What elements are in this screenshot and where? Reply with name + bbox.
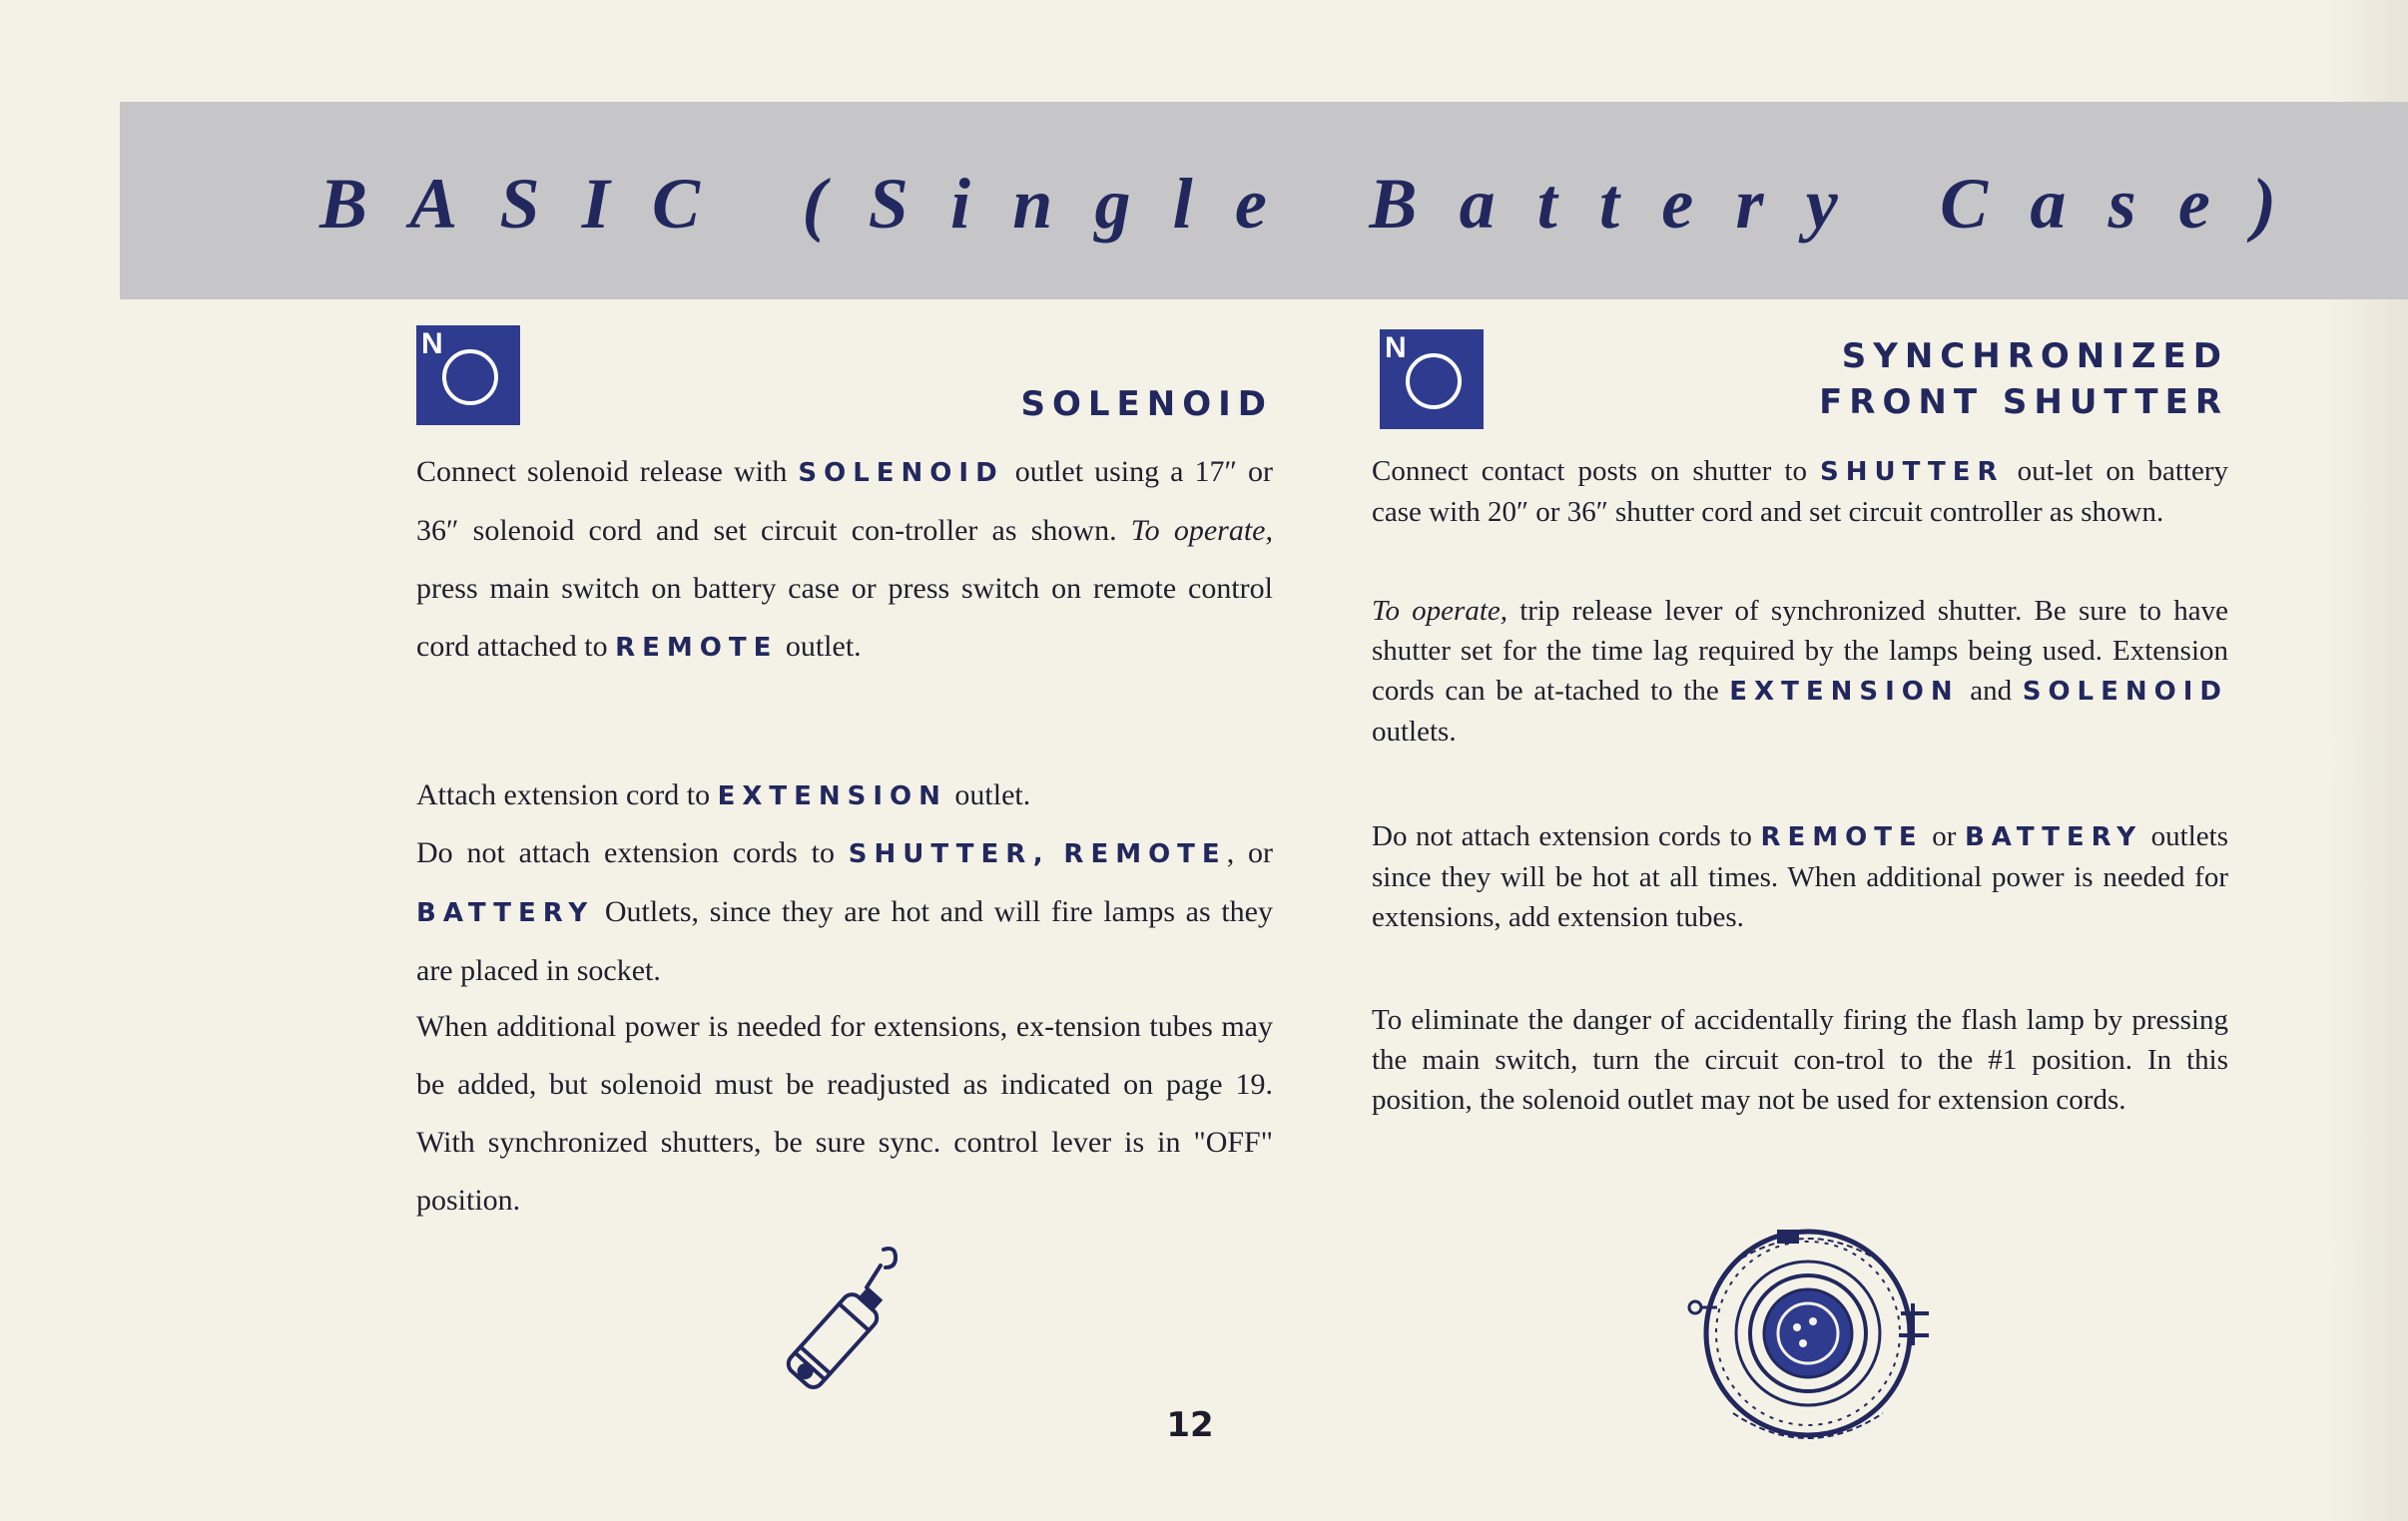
keyword-battery: BATTERY (1964, 822, 2143, 852)
text-span: or (1923, 820, 1965, 852)
text-span: outlets since they will be hot at all times. When additional power is needed for extensions, add extension tubes. (1372, 820, 2228, 933)
keyword-remote: REMOTE (1063, 839, 1227, 869)
logo-ring (1406, 353, 1462, 409)
logo-letter: N (421, 327, 443, 360)
keyword-shutter: SHUTTER, (848, 839, 1050, 869)
shutter-paragraph-2 (1372, 591, 2228, 752)
keyword-extension: EXTENSION (717, 781, 947, 811)
shutter-paragraph-4-text: To eliminate the danger of accidentally firing the flash lamp by pressing the main switch, turn the circuit con-trol to the #1 position. In this position, the solenoid outlet may not be used for extension cords. (1372, 1004, 2228, 1116)
solenoid-paragraph-4 (416, 998, 1273, 1230)
keyword-shutter: SHUTTER (1820, 457, 2005, 487)
text-span (1050, 836, 1064, 869)
text-span: Do not attach extension cords to (416, 836, 849, 869)
logo-ring (442, 349, 498, 405)
text-span: Do not attach extension cords to (1372, 820, 1761, 852)
keyword-extension: EXTENSION (1729, 677, 1960, 707)
title-banner (120, 102, 2408, 299)
text-span: out-let on battery case with 20″ or 36″ shutter cord and set circuit controller as shown. (1372, 455, 2228, 528)
banner-title-wrapper (120, 102, 2408, 299)
banner-title: BASIC (Single Battery Case) (319, 164, 2276, 244)
page-number: 12 (1166, 1405, 1214, 1445)
solenoid-paragraph-4-text: When additional power is needed for extensions, ex-tension tubes may be added, but solenoid must be readjusted as indicated on page 19. With synchronized shutters, be sure sync. control lever is in "OFF" position. (416, 1010, 1273, 1217)
logo-letter: N (1385, 331, 1407, 364)
shutter-heading-line-2: FRONT SHUTTER (1819, 382, 2228, 422)
emphasis-to-operate: To operate, (1372, 595, 1508, 627)
shutter-paragraph-3 (1372, 816, 2228, 937)
solenoid-paragraph-1 (416, 443, 1273, 677)
keyword-remote: REMOTE (1760, 822, 1924, 852)
n-logo-icon (1380, 329, 1484, 429)
solenoid-paragraph-2 (416, 766, 1273, 825)
keyword-battery: BATTERY (416, 898, 595, 928)
solenoid-heading: SOLENOID (1020, 384, 1273, 424)
text-span: Attach extension cord to (416, 778, 718, 811)
text-span: outlets. (1372, 716, 1457, 748)
text-span: press main switch on battery case or press switch on remote control cord attached to (416, 572, 1273, 663)
text-span: Outlets, since they are hot and will fire lamps as they are placed in socket. (416, 895, 1273, 987)
text-span: outlet using a 17″ or 36″ solenoid cord and set circuit con-troller as shown. (416, 455, 1273, 547)
banner-title-svg (120, 102, 2408, 299)
solenoid-paragraph-3 (416, 824, 1273, 1000)
keyword-solenoid: SOLENOID (2022, 677, 2228, 707)
text-span: and (1959, 675, 2023, 707)
keyword-remote: REMOTE (615, 633, 779, 663)
text-span: , or (1226, 836, 1273, 869)
solenoid-release-icon (749, 1236, 918, 1405)
text-span: outlet. (778, 630, 862, 663)
keyword-solenoid: SOLENOID (798, 458, 1004, 488)
shutter-paragraph-1 (1372, 451, 2228, 532)
shutter-paragraph-4 (1372, 1000, 2228, 1120)
shutter-heading-line-1: SYNCHRONIZED (1841, 336, 2228, 376)
text-span: outlet. (946, 778, 1031, 811)
text-span: trip release lever of synchronized shutter. Be sure to have shutter set for the time lag required by the lamps being used. Extension cords can be at-tached to the (1372, 595, 2228, 707)
shutter-icon (1673, 1224, 1943, 1447)
text-span: Connect solenoid release with (416, 455, 799, 488)
n-logo-icon (416, 325, 520, 425)
text-span: Connect contact posts on shutter to (1372, 455, 1821, 487)
emphasis-to-operate: To operate, (1130, 514, 1273, 547)
